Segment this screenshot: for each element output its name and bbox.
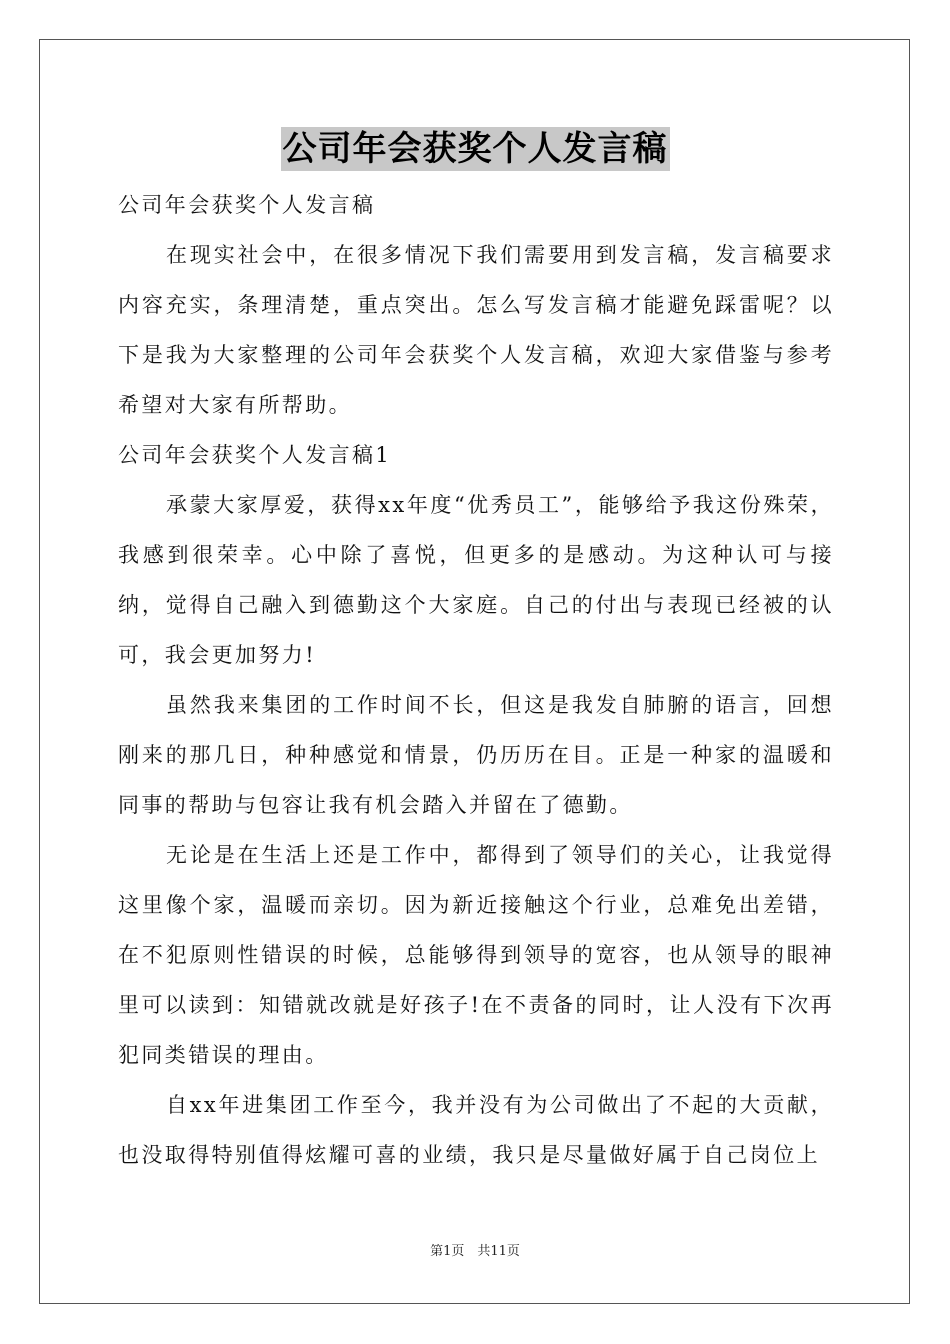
page-number: 第1页 共11页 <box>430 1244 520 1259</box>
body-paragraph: 无论是在生活上还是工作中，都得到了领导们的关心，让我觉得这里像个家，温暖而亲切。因为新近接触这个行业，总难免出差错，在不犯原则性错误的时候，总能够得到领导的宽容，也从领导的眼神里可以读到：知错就改就是好孩子!在不责备的同时，让人没有下次再犯同类错误的理由。 <box>118 843 834 1067</box>
body-paragraph: 承蒙大家厚爱，获得xx年度“优秀员工”，能够给予我这份殊荣，我感到很荣幸。心中除了喜悦，但更多的是感动。为这种认可与接纳，觉得自己融入到德勤这个大家庭。自己的付出与表现已经被的认可，我会更加努力! <box>118 493 834 667</box>
document-title: 公司年会获奖个人发言稿 <box>282 129 668 169</box>
page-footer <box>0 1240 950 1259</box>
document-body <box>118 180 834 1180</box>
body-paragraph: 自xx年进集团工作至今，我并没有为公司做出了不起的大贡献，也没取得特别值得炫耀可喜的业绩，我只是尽量做好属于自己岗位上 <box>118 1093 834 1167</box>
title-area <box>0 127 950 171</box>
intro-paragraph: 在现实社会中，在很多情况下我们需要用到发言稿，发言稿要求内容充实，条理清楚，重点突出。怎么写发言稿才能避免踩雷呢？以下是我为大家整理的公司年会获奖个人发言稿，欢迎大家借鉴与参考希望对大家有所帮助。 <box>118 243 834 417</box>
body-paragraph: 虽然我来集团的工作时间不长，但这是我发自肺腑的语言，回想刚来的那几日，种种感觉和情景，仍历历在目。正是一种家的温暖和同事的帮助与包容让我有机会踏入并留在了德勤。 <box>118 693 834 817</box>
section-heading: 公司年会获奖个人发言稿1 <box>118 443 392 467</box>
subtitle-paragraph: 公司年会获奖个人发言稿 <box>118 193 376 217</box>
